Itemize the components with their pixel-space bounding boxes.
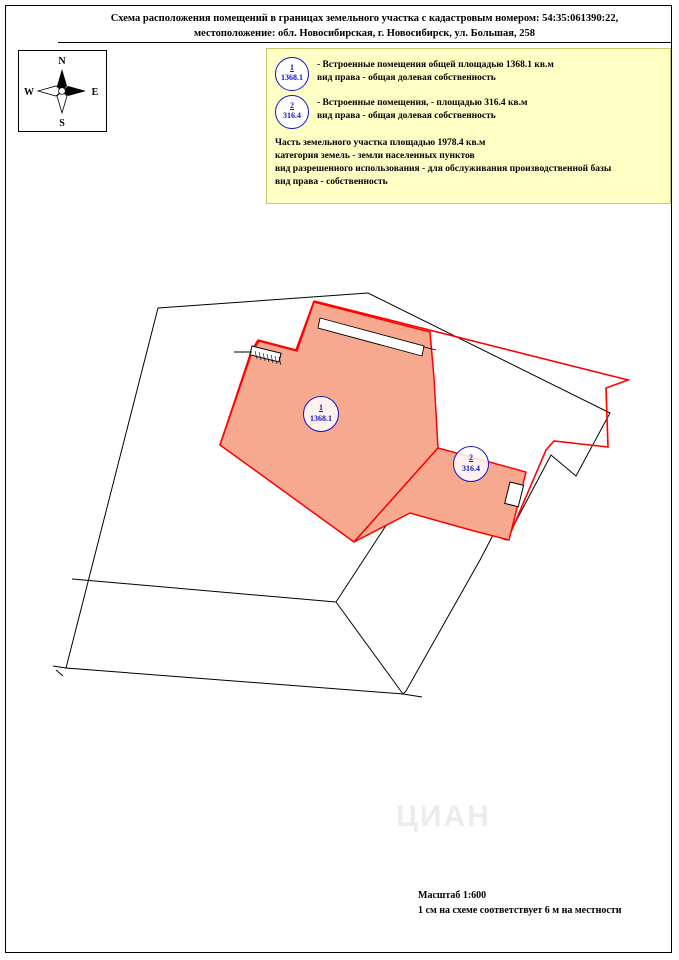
scale-line-2: 1 см на схеме соответствует 6 м на местности [418,905,622,916]
legend-item-1-line-2: вид права - общая долевая собственность [317,73,496,83]
compass-west-label: W [24,87,34,98]
legend-note-line-2: категория земель - земли населенных пунктов [275,151,475,161]
legend-note-line-3: вид разрешенного использования - для обслуживания производственной базы [275,164,612,174]
legend-note [275,137,667,189]
legend-item-2-line-1: - Встроенные помещения, - площадью 316.4 кв.м [317,98,528,108]
legend-item-1 [275,57,670,91]
legend-marker-2-area: 316.4 [283,111,301,120]
legend-marker-1-area: 1368.1 [281,73,303,82]
legend-marker-2 [275,95,309,129]
title-line-1: Схема расположения помещений в границах земельного участка с кадастровым номером: 54:35:061390:22, [110,13,619,24]
legend-marker-1-number: 1 [290,63,294,72]
legend-item-2-line-2: вид права - общая долевая собственность [317,111,496,121]
legend-note-line-4: вид права - собственность [275,177,388,187]
plan-marker-2 [453,446,489,482]
plan-marker-1-area: 1368.1 [310,414,332,423]
plan-marker-1 [303,396,339,432]
site-plan-drawing [6,200,672,860]
compass-box [18,50,107,132]
legend-note-line-1: Часть земельного участка площадью 1978.4 кв.м [275,138,486,148]
compass-east-label: E [91,87,99,98]
legend-item-1-text [317,59,554,85]
compass-rose-icon [19,51,106,131]
legend-item-2 [275,95,670,129]
scale-block [418,888,668,918]
plan-marker-1-number: 1 [319,403,323,412]
document-title [58,9,671,43]
scale-line-1: Масштаб 1:600 [418,890,487,901]
legend-marker-2-number: 2 [290,101,294,110]
plan-marker-2-number: 2 [469,453,473,462]
compass-north-label: N [58,56,66,67]
watermark: ЦИАН [396,800,491,833]
legend-box [266,48,671,204]
legend-marker-1 [275,57,309,91]
compass-south-label: S [59,118,65,129]
legend-item-2-text [317,97,527,123]
plan-marker-2-area: 316.4 [462,464,480,473]
title-line-2: местоположение: обл. Новосибирская, г. Новосибирск, ул. Большая, 258 [194,28,535,39]
plan-svg [6,200,672,860]
boundary-ticks [53,666,66,676]
legend-item-1-line-1: - Встроенные помещения общей площадью 1368.1 кв.м [317,60,554,70]
